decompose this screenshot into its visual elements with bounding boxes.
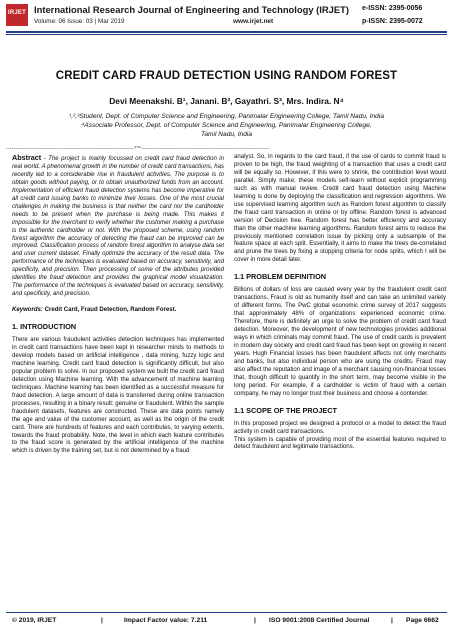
footer-divider-2: | — [254, 617, 256, 624]
paper-title: CREDIT CARD FRAUD DETECTION USING RANDOM FOREST — [55, 70, 398, 82]
footer-rule — [6, 612, 447, 613]
eissn: e-ISSN: 2395-0056 — [362, 5, 423, 12]
scope-heading: 1.1 SCOPE OF THE PROJECT — [234, 405, 337, 415]
abstract-text: The project is mainly focussed on credit card fraud detection in real world. A phenomenal growth in the number of credit card transactions, has recently led to a considerable rise in fraudulent activities. The purpose is to obtain goods without paying, or to obtain unauthorized funds from an account. Implementation of efficient fraud detection systems has become imperative for all credit card issuing banks to minimize their losses. One of the most crucial challenges in making the business is that neither the card nor the cardholder needs to be present when the purchase is being made. This makes it impossible for the merchant to verify whether the customer making a purchase is the authentic cardholder or not. With the proposed scheme, using random forest algorithm the accuracy of detecting the fraud can be improved can be improved. Classification process of random forest algorithm to analyse data set and user current dataset. Finally optimize the accuracy of the result data. The performance of the techniques is evaluated based on accuracy, sensitivity, and specificity, and precision. Then processing of some of the attributes provided identifies the fraud detection and provides the graphical model visualization. The performance of the techniques is evaluated based on accuracy, sensitivity, and specificity, and precision. — [12, 156, 225, 298]
keywords-label: Keywords: — [12, 307, 43, 314]
page-footer — [6, 617, 447, 629]
footer-page-number: Page 6662 — [406, 617, 439, 624]
journal-name: International Research Journal of Engineering and Technology (IRJET) — [34, 4, 349, 15]
keywords-text: Credit Card, Fraud Detection, Random Forest. — [44, 307, 177, 314]
problem-definition-heading: 1.1 PROBLEM DEFINITION — [234, 272, 327, 282]
footer-divider-3: | — [391, 617, 393, 624]
footer-divider-1: | — [101, 617, 103, 624]
header-rule — [6, 31, 447, 33]
introduction-text: There are various fraudulent activities detection techniques has implemented in credit card transactions have been kept in researcher minds to methods to develop models based on artificial intelligence , data mining, fuzzy logic and machine learning. Credit card fraud detection is significantly difficult, but also popular problem to solve. In our proposed system we built the credit card fraud detection using Machine learning. With the advancement of machine learning techniques. Machine learning has been identified as a successful measure for fraud detection. A large amount of data is transferred during online transaction processes, resulting in a binary result: genuine or fraudulent. Within the sample fraudulent datasets, features are constructed. These are data points namely the age and value of the customer account, as well as the origin of the credit card. There are hundreds of features and each contributes, to varying extents, towards the fraud probability. Note, the level in which each feature contributes to the fraud score is generated by the artificial intelligence of the machine which is driven by the training set, but is not determined by a fraud — [12, 337, 224, 455]
abstract-label: Abstract — [12, 153, 42, 162]
volume-info: Volume: 06 Issue: 03 | Mar 2019 — [34, 18, 125, 25]
section-separator: ---------------------------------------------------------------------***--------------------------------------------------------------------- — [6, 146, 270, 152]
affiliation-students: ¹,²,³Student, Dept. of Computer Science and Engineering, Panimalar Engineering College, Tamil Nadu, India — [69, 113, 384, 120]
header-rule-thin — [6, 34, 447, 35]
right-column — [234, 154, 446, 457]
affiliation-professor: ⁴Associate Professor, Dept. of Computer Science and Engineering, Panimalar Engineering College, — [81, 121, 372, 129]
introduction-continuation: analyst. So, in regards to the card fraud, if the use of cards to commit fraud is proven to be high, the fraud weighting of a transaction that uses a credit card will be equally so. However, if this were to shrink, the contribution level would parallel. Simply make; these models self-learn without explicit programming such as with manual review. Credit card fraud detection using Machine learning is done by deploying the classification and regression algorithms. We use supervised learning algorithm such as Random forest algorithm to classify the fraud card transaction in online or by offline. Random forest is advanced version of Decision tree. Random forest has better efficiency and accuracy than the other machine learning algorithms. Random forest aims to reduce the previously mentioned correlation issue by picking only a subsample of the feature space at each split. Essentially, it aims to make the trees de-correlated and prune the trees by fixing a stopping criteria for node splits, which I will be cover in more detail later. — [234, 154, 446, 264]
abstract-dash: - — [41, 156, 49, 162]
footer-copyright: © 2019, IRJET — [12, 617, 57, 624]
scope-text-2: This system is capable of providing most of the essential features required to detect fraudulent and legitimate transactions. — [234, 436, 446, 451]
problem-definition-text: Billions of dollars of loss are caused every year by the fraudulent credit card transactions. Fraud is old as humanity itself and can take an unlimited variety of different forms. The PwC global economic crime survey of 2017 suggests that approximately 48% of organizations experienced economic crime. Therefore, there is definitely an urge to solve the problem of credit card fraud detection. Moreover, the development of new technologies provides additional ways in which criminals may commit fraud. The use of credit cards is prevalent in modern day society and credit card fraud has been kept on growing in recent years. Hugh Financial losses has been fraudulent affects not only merchants and banks, but also individual person who are using the credits. Fraud may also affect the reputation and image of a merchant causing non-financial losses that, though difficult to quantify in the short term, may become visible in the long period. For example, if a cardholder is victim of fraud with a certain company, he may no longer trust their business and choose a contender. — [234, 287, 446, 397]
logo-text: IRJET — [7, 10, 26, 16]
abstract — [12, 154, 224, 299]
journal-website: www.irjet.net — [233, 18, 274, 25]
left-column — [12, 154, 224, 461]
affiliation-location: Tamil Nadu, India — [200, 130, 253, 138]
footer-impact-factor: Impact Factor value: 7.211 — [124, 617, 208, 624]
affiliations — [30, 113, 423, 139]
keywords — [12, 307, 224, 315]
scope-text-1: In this proposed project we designed a protocol or a model to detect the fraud activity in credit card transactions. — [234, 420, 446, 435]
introduction-heading: 1. INTRODUCTION — [12, 322, 77, 332]
paper-authors: Devi Meenakshi. B¹, Janani. B², Gayathri. S³, Mrs. Indira. N⁴ — [109, 96, 344, 106]
journal-header — [0, 0, 453, 36]
pissn: p-ISSN: 2395-0072 — [362, 18, 423, 25]
footer-certification: ISO 9001:2008 Certified Journal — [269, 617, 370, 624]
irjet-logo — [6, 4, 28, 26]
